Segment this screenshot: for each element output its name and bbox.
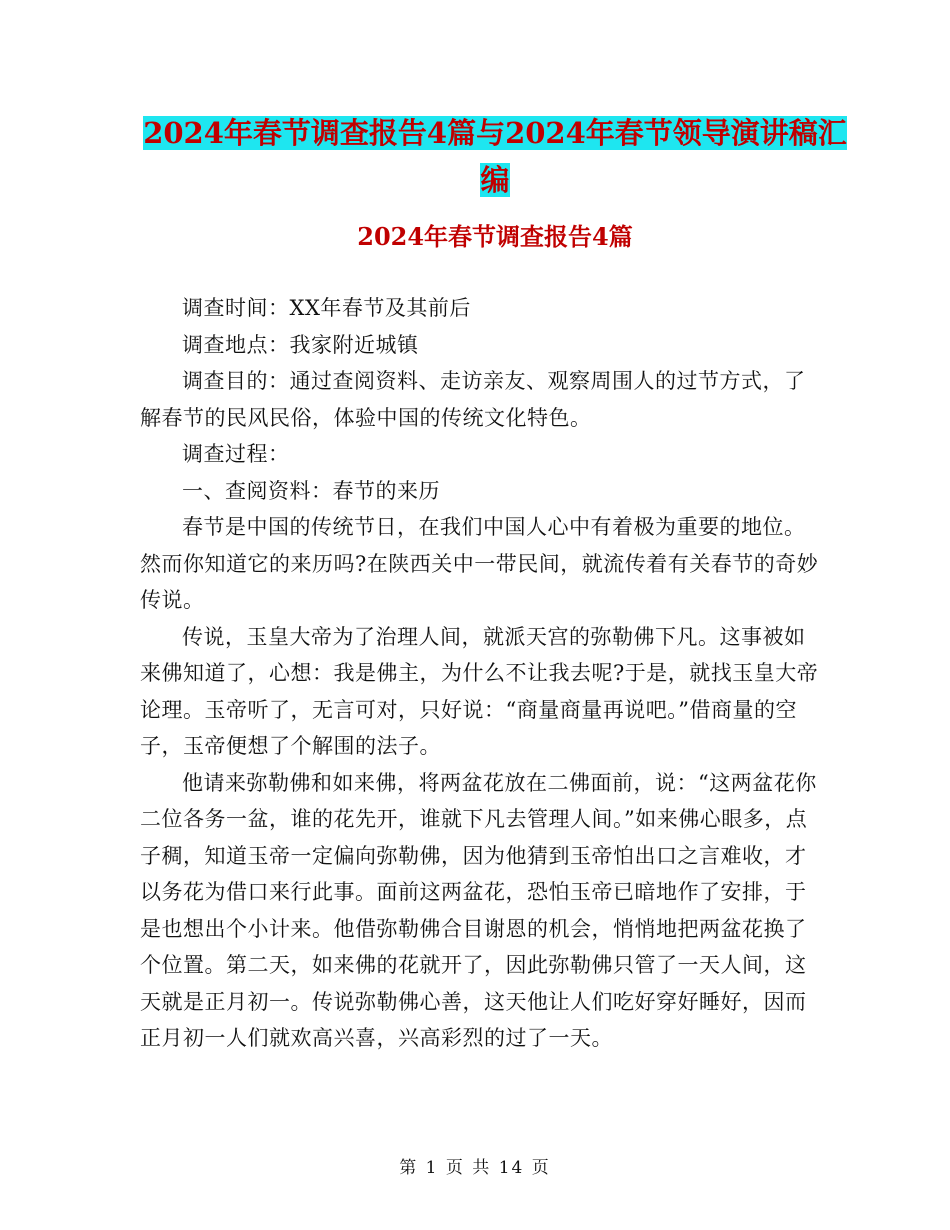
paragraph-body-1: 春节是中国的传统节日，在我们中国人心中有着极为重要的地位。然而你知道它的来历吗?在陕西关中一带民间，就流传着有关春节的奇妙传说。 xyxy=(140,515,819,612)
page-footer: 第 1 页 共 14 页 xyxy=(399,1158,551,1178)
document-title xyxy=(140,110,850,204)
paragraph-body-2: 传说，玉皇大帝为了治理人间，就派天宫的弥勒佛下凡。这事被如来佛知道了，心想：我是佛主，为什么不让我去呢?于是，就找玉皇大帝论理。玉帝听了，无言可对，只好说：“商量商量再说吧。”借商量的空子，玉帝便想了个解围的法子。 xyxy=(140,624,819,758)
paragraph-survey-location: 调查地点：我家附近城镇 xyxy=(182,332,419,357)
paragraph-subheading-origin: 一、查阅资料：春节的来历 xyxy=(182,478,440,503)
paragraph-survey-purpose: 调查目的：通过查阅资料、走访亲友、观察周围人的过节方式，了解春节的民风民俗，体验中国的传统文化特色。 xyxy=(140,369,806,430)
paragraph-body-3: 他请来弥勒佛和如来佛，将两盆花放在二佛面前，说：“这两盆花你二位各务一盆，谁的花先开，谁就下凡去管理人间。”如来佛心眼多，点子稠，知道玉帝一定偏向弥勒佛，因为他猜到玉帝怕出口之言难收，才以务花为借口来行此事。面前这两盆花，恐怕玉帝已暗地作了安排，于是也想出个小计来。他借弥勒佛合目谢恩的机会，悄悄地把两盆花换了个位置。第二天，如来佛的花就开了，因此弥勒佛只管了一天人间，这天就是正月初一。传说弥勒佛心善，这天他让人们吃好穿好睡好，因而正月初一人们就欢高兴喜，兴高彩烈的过了一天。 xyxy=(140,770,817,1050)
document-title-line-2: 编 xyxy=(480,163,510,197)
paragraph-survey-process: 调查过程： xyxy=(182,442,290,466)
document-title-line-1: 2024年春节调查报告4篇与2024年春节领导演讲稿汇 xyxy=(143,116,847,150)
paragraph-survey-time: 调查时间：XX年春节及其前后 xyxy=(182,296,471,320)
section-title: 2024年春节调查报告4篇 xyxy=(357,222,633,251)
document-body xyxy=(140,290,820,1057)
